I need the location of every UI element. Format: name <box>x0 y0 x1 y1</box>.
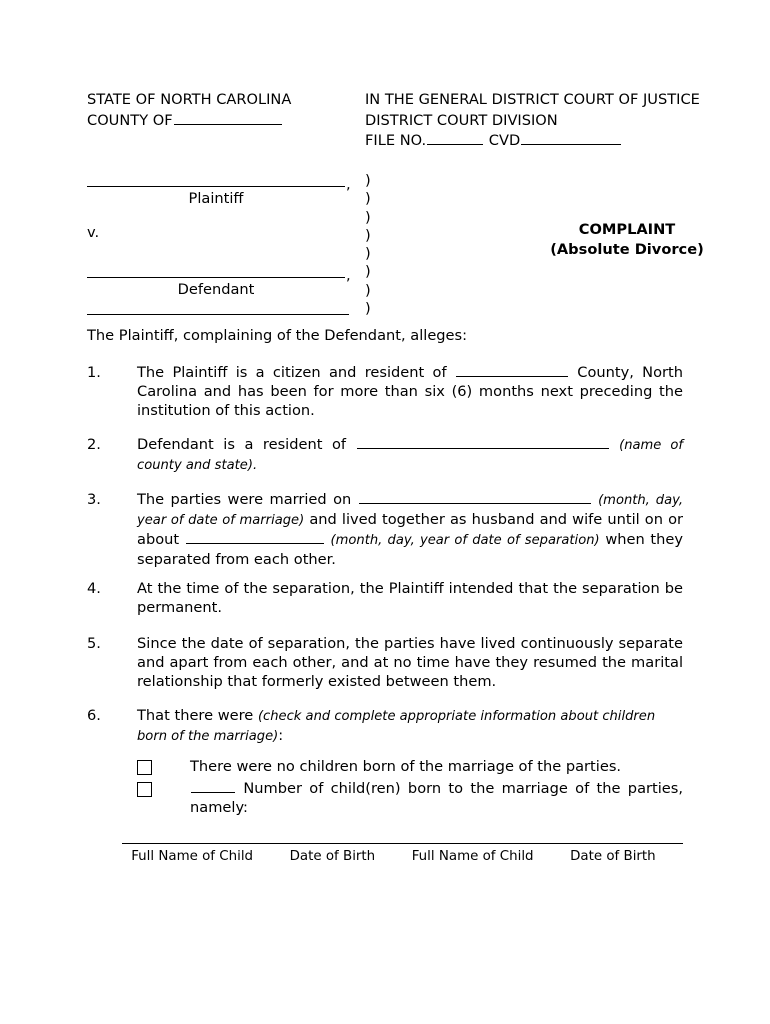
defendant-label: Defendant <box>177 281 255 298</box>
paragraph-4-number: 4. <box>87 580 101 597</box>
document-title-block <box>477 220 770 260</box>
state-line: STATE OF NORTH CAROLINA <box>87 91 292 108</box>
caption-paren: ) <box>365 300 371 318</box>
paragraph-6-number: 6. <box>87 707 101 724</box>
plaintiff-comma: , <box>346 176 351 193</box>
cvd-label: CVD <box>488 132 521 149</box>
paragraph-2-residence-blank-field[interactable] <box>357 435 609 449</box>
document-title: COMPLAINT <box>578 221 676 238</box>
paragraph-2-text-end: . <box>252 458 258 473</box>
document-header <box>87 90 700 152</box>
paragraph-1 <box>87 363 683 420</box>
checkbox-no-children-label: There were no children born of the marriage of the parties. <box>190 758 622 775</box>
file-no-line <box>365 131 700 152</box>
children-table-header-row <box>122 848 683 865</box>
paragraph-6-text-before: That there were <box>137 707 254 724</box>
paragraph-6 <box>87 706 683 746</box>
number-of-children-blank-field[interactable] <box>191 779 235 793</box>
paragraph-3-marriage-date-blank-field[interactable] <box>359 490 591 504</box>
paragraph-3 <box>87 490 683 569</box>
caption-paren-column <box>365 172 371 318</box>
column-header-date-of-birth-2: Date of Birth <box>570 849 656 864</box>
defendant-name-blank-field[interactable] <box>87 277 345 278</box>
document-subtitle: (Absolute Divorce) <box>550 241 704 258</box>
paragraph-6-text-end: : <box>278 727 284 744</box>
caption-paren: ) <box>365 208 371 226</box>
paragraph-5-number: 5. <box>87 635 101 652</box>
paragraph-2 <box>87 435 683 475</box>
paragraph-6-text <box>137 706 683 746</box>
plaintiff-label: Plaintiff <box>188 190 244 207</box>
paragraph-1-text <box>137 363 683 420</box>
paragraph-3-text-before: The parties were married on <box>137 491 352 508</box>
paragraph-3-text-middle: and lived together as husband and wife until on or about <box>137 511 684 548</box>
cvd-number-blank-field[interactable] <box>521 131 621 145</box>
paragraph-4 <box>87 579 683 617</box>
paragraph-2-text <box>137 435 683 475</box>
versus-label: v. <box>87 224 100 241</box>
paragraph-1-number: 1. <box>87 364 101 381</box>
plaintiff-name-blank-field[interactable] <box>87 186 345 187</box>
checkbox-number-of-children-text: Number of child(ren) born to the marriage of the parties, namely: <box>190 780 684 816</box>
caption-paren: ) <box>365 172 371 189</box>
paragraph-5 <box>87 634 683 691</box>
county-label: COUNTY OF <box>87 111 173 129</box>
paragraph-3-text-after: when they separated from each other. <box>137 531 684 568</box>
county-blank-field[interactable] <box>174 111 282 125</box>
caption-paren: ) <box>365 226 371 244</box>
paragraph-3-italic-note-2: (month, day, year of date of separation) <box>330 533 600 548</box>
paragraph-3-italic-note-1: (month, day, year of date of marriage) <box>137 493 683 528</box>
defendant-comma: , <box>346 267 351 284</box>
children-checklist <box>137 757 683 817</box>
header-right-column <box>365 90 700 152</box>
case-caption-block <box>87 166 704 318</box>
column-header-full-name-1: Full Name of Child <box>131 849 254 864</box>
paragraph-2-number: 2. <box>87 436 101 453</box>
caption-paren: ) <box>365 263 371 281</box>
file-no-blank-field[interactable] <box>427 131 483 145</box>
intro-line: The Plaintiff, complaining of the Defendant, alleges: <box>87 327 468 344</box>
checklist-row-number-of-children <box>137 779 683 817</box>
paragraph-1-county-blank-field[interactable] <box>456 363 568 377</box>
column-header-date-of-birth-1: Date of Birth <box>289 849 376 864</box>
file-no-label: FILE NO. <box>365 132 427 149</box>
paragraph-3-separation-date-blank-field[interactable] <box>186 530 324 544</box>
caption-paren: ) <box>365 281 371 299</box>
children-table-rule <box>122 843 683 844</box>
header-left-column <box>87 90 365 152</box>
paragraph-6-italic-note: (check and complete appropriate information about children born of the marriage) <box>137 709 656 744</box>
paragraph-5-text: Since the date of separation, the parties have lived continuously separate and apart from each other, and at no time have they resumed the marital relationship that formerly existed between them. <box>137 635 683 690</box>
county-line <box>87 111 365 132</box>
court-line-1: IN THE GENERAL DISTRICT COURT OF JUSTICE <box>365 91 700 108</box>
paragraph-4-text: At the time of the separation, the Plaintiff intended that the separation be permanent. <box>137 580 683 616</box>
paragraph-1-text-before: The Plaintiff is a citizen and resident of <box>137 364 447 381</box>
paragraph-1-text-after: County, North Carolina and has been for more than six (6) months next preceding the institution of this action. <box>137 364 683 419</box>
caption-paren: ) <box>365 190 371 208</box>
paragraph-2-italic-note: (name of county and state) <box>137 438 684 473</box>
paragraph-2-text-before: Defendant is a resident of <box>137 436 347 453</box>
column-header-full-name-2: Full Name of Child <box>411 849 534 864</box>
checklist-row-no-children <box>137 757 683 776</box>
court-line-2: DISTRICT COURT DIVISION <box>365 111 558 129</box>
defendant-extra-blank-field[interactable] <box>87 314 349 315</box>
children-table <box>122 843 683 865</box>
checkbox-no-children[interactable] <box>137 760 152 775</box>
paragraph-3-text <box>137 490 683 569</box>
paragraph-3-number: 3. <box>87 491 101 508</box>
checkbox-number-of-children-label <box>190 779 683 817</box>
caption-paren: ) <box>365 245 371 263</box>
checkbox-number-of-children[interactable] <box>137 782 152 797</box>
